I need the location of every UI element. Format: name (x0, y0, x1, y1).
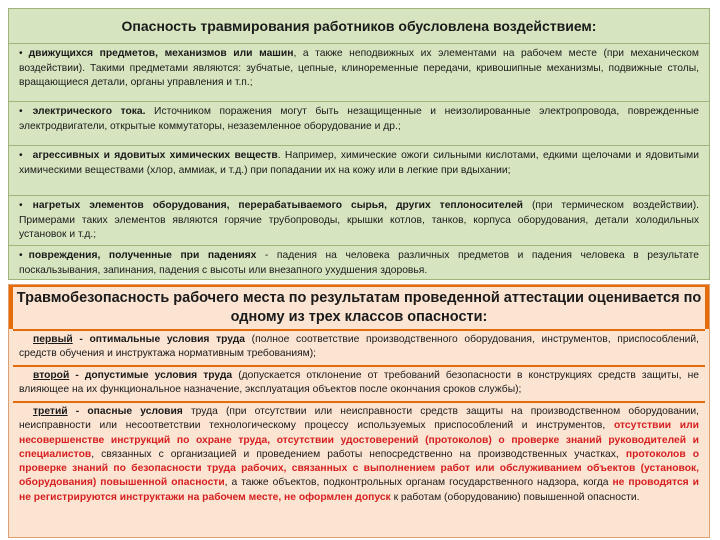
class-text: к работам (оборудованию) повышенной опасности. (390, 491, 640, 503)
class-lead: - оптимальные условия труда (72, 334, 246, 345)
class-lead: - опасные условия (67, 406, 183, 417)
hazard-item-lead: движущихся предметов, механизмов или машин (28, 48, 294, 59)
class-text: , а также объектов, подконтрольных органам государственного надзора, когда (224, 477, 613, 489)
hazard-item-lead: нагретых элементов оборудования, перерабатываемого сырья, других теплоносителей (32, 200, 524, 211)
class-term: третий (33, 406, 68, 417)
hazard-item-lead: электрического тока. (32, 106, 146, 117)
class-second (13, 369, 705, 398)
hazard-item-text: . Например, химические ожоги сильными кислотами, едкими щелочами и ядовитыми химическими веществами (хлор, аммиак, и т.д.) при попадании их на кожу или в легкие при вдыхании; (19, 150, 699, 176)
hazard-item-lead: агрессивных и ядовитых химических веществ (32, 150, 278, 161)
hazard-item-text: , а также неподвижных их элементами на рабочем месте (при механическом воздействии). Такими предметами являются: зубчатые, цепные, клиноременные передачи, кривошипные механизмы, подвижные столы, вращающиеся детали, органы управления и т.п.; (19, 48, 699, 89)
class-text: труда (при отсутствии или неисправности средств защиты на производственном оборудовании, неисправности или несоответствии технологическому процессу используемых приспособлений и инструментов, (19, 406, 699, 432)
hazard-item-falls (9, 245, 709, 280)
class-text: (допускается отклонение от требований безопасности в конструкциях средств защиты, не влияющее на их функциональное назначение, эксплуатация объектов после окончания сроков службы); (19, 370, 699, 396)
divider (13, 401, 705, 403)
class-first (13, 333, 705, 362)
hazard-item-text: (при термическом воздействии). Примерами таких элементов являются горячие трубопроводы, крышки котлов, танков, корпуса оборудования, детали холодильных установок и т.д.; (19, 200, 699, 241)
bullet-icon: • (19, 150, 23, 161)
hazard-item-thermal (9, 195, 709, 245)
divider (13, 329, 705, 331)
class-text: (полное соответствие производственного оборудования, инструментов, приспособлений, средств обучения и инструктажа нормативным требованиям); (19, 334, 699, 360)
hazard-causes-panel (8, 8, 710, 280)
class-text: , связанных с организацией и проведением работы непосредственно на производственных участках, (91, 448, 626, 460)
bullet-icon: • (19, 48, 23, 59)
divider (13, 365, 705, 367)
hazard-item-text: - падения на человека различных предметов и падения человека в результате поскальзывания, запинания, падения с высоты или внезапного ухудшения здоровья. (19, 250, 699, 276)
hazard-item-electric (9, 101, 709, 145)
class-highlight: протоколов о проверке знаний по безопасности труда рабочих, связанных с выполнением работ или обслуживанием объектов (установок, оборудования) повышенной опасности (19, 448, 699, 489)
bullet-icon: • (19, 106, 23, 117)
hazard-item-moving-parts (9, 43, 709, 101)
safety-classes-panel (8, 284, 710, 538)
hazard-item-text: Источником поражения могут быть незащищенные и неизолированные электропровода, поврежденные электродвигатели, открытые коммутаторы, незаземленное оборудование и др.; (19, 106, 699, 132)
bullet-icon: • (19, 250, 23, 261)
class-highlight: отсутствии или несовершенстве инструкций по охране труда, отсутствии удостоверений (протоколов) о проверке знаний руководителей и специалистов (19, 420, 699, 460)
hazard-item-chemical (9, 145, 709, 195)
hazard-item-lead: повреждения, полученные при падениях (28, 250, 257, 261)
class-term: второй (33, 370, 70, 381)
bullet-icon: • (19, 200, 23, 211)
hazard-causes-title: Опасность травмирования работников обусловлена воздействием: (9, 13, 709, 39)
class-highlight: не проводятся и не регистрируются инструктажи на рабочем месте, не оформлен допуск (19, 477, 699, 503)
class-lead: - допустимые условия труда (69, 370, 233, 381)
class-third (13, 405, 705, 505)
safety-classes-title: Травмобезопасность рабочего места по результатам проведенной аттестации оценивается по одному из трех классов опасности: (13, 287, 705, 329)
class-term: первый (33, 334, 73, 345)
